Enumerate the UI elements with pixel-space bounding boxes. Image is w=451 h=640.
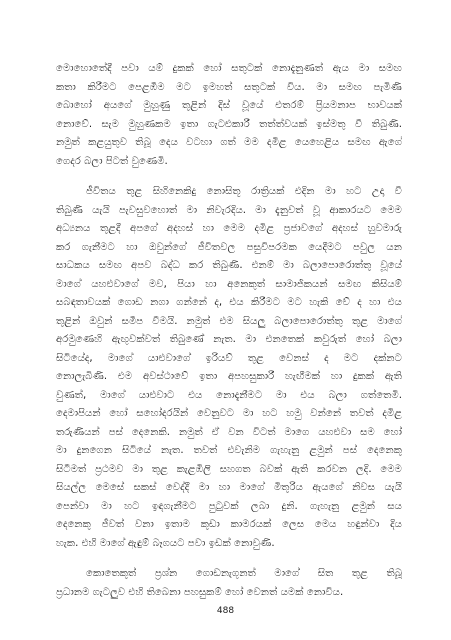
text-line: සාධකය සමඟ අපව බද්ධ කර තිබුණි. එනම් මා බලාපොරොත්තු වූයේ bbox=[56, 260, 402, 271]
text-line: කොතෙකුත් ප්‍රශ්න ගොඩනැගුනත් මාගේ සිත තුළ තිබූ bbox=[86, 568, 402, 579]
text-line: ජීවිතය තුළ සිහිනෙකිදු නොසිතූ රාත්‍රියක් එදින මා හට උදා වී bbox=[86, 186, 402, 197]
text-line: සබඳතාවයක් ගොඩ නගා ගන්නේ ද, එය කිරීමට මට හැකි වේ ද හා එය bbox=[56, 297, 402, 308]
text-line: දෙමාපියන් හෝ සහෝදරයින් වෙනුවට මා හට හමු වන්නේ තවත් දමිළ bbox=[56, 408, 402, 419]
text-line: අධ්‍යනය තුළදී අපගේ අදහස් හා මෙම දමිළ ප්‍රජාවගේ අදහස් හුවමාරු bbox=[56, 223, 402, 234]
text-line: සියල්ල මෙසේ සකස් වෙද්දී මා හා මාගේ මිතුරිය ඇයගේ නිවස යැයි bbox=[56, 482, 402, 493]
text-line: තිබුණි යැයි පැවසුවහොත් මා නිවැරදිය. මා දැනුවත් වූ ආකාරයට මෙම bbox=[56, 204, 402, 216]
text-line: තරුණියන් පස් දෙනෙකි. නමුත් ඒ වන විටත් මාගෙ යහළුවා සම හෝ bbox=[56, 426, 402, 438]
text-line: අරමුණෙහි ඇඟුවක්වත් තිබුණේ නැත. මා එනතෙක් කවුරුත් හෝ බලා bbox=[56, 334, 402, 345]
body-text bbox=[56, 60, 402, 614]
text-line: නමුත් කළයුතුව තිබූ දෙය වටහා ගත් මම දමිළ යෙහෙළිය සමඟ ඇගේ bbox=[56, 137, 402, 148]
text-line: දෙනෙකු ජීවත් වනා ඉතාම කුඩා කාමරයක් ලෙස මෙය හඳුන්වා දිය bbox=[56, 519, 402, 530]
text-line: සිටීමත් ප්‍රථමව මා තුළ කැළඹිලි සහගත බවක් ඇති කරවන ලදි. මෙම bbox=[56, 463, 402, 475]
paragraph-1 bbox=[56, 60, 402, 171]
text-line: ප්‍රධානම ගැටලුව එහි තිබෙනා පහසුකම් හෝ වෙනත් යමක් නොවිය. bbox=[56, 586, 344, 598]
page-number: 488 bbox=[216, 606, 235, 616]
text-line: හැක. එහි මාගේ ඇඳුම් බෑගයට පවා ඉඩක් නොවුණි. bbox=[56, 537, 275, 549]
text-line: ගෙදර බලා පිටත් වුණෙමි. bbox=[56, 155, 168, 167]
paragraph-3 bbox=[56, 565, 402, 602]
text-line: තුළින් ඔවුන් සමීප වීමයි. නමුත් එම සියලු බලාපොරොත්තු තුළ මාගේ bbox=[56, 315, 402, 327]
text-line: මා දුනගෙන සිටියේ නැත. තවත් එවැනිම ගැහැනු ළමුන් පස් දෙනෙකු bbox=[56, 445, 402, 456]
text-line: මොහොතේදී පවා යම් දුකක් හෝ සතුටක් නොදැනුණත් ඇය මා සමඟ bbox=[56, 63, 402, 74]
text-line: නොලැබිණි. එම අවස්ථාවේ ඉතා අපහසුකාරී හැඟීමක් හා දුකක් ඇති bbox=[56, 371, 402, 382]
text-line: නොවේ. සැම මුහුණකම ඉතා ගැටළුකාරී තත්ත්වයක් ඉස්මතු වී තිබුණි. bbox=[56, 118, 402, 130]
text-line: වුණත්, මාගේ යාළුවාට එය නොදැනීමට මා එය බලා ගත්තෙමි. bbox=[56, 389, 402, 401]
text-line: සිටියේද, මාගේ යාළුවාගේ ඉරියව් තුළ වෙනස් ද මට දක්නට bbox=[56, 352, 402, 364]
text-line: මාගේ යහළුවාගේ මව, පියා හා අනෙකුත් සාමාජිකයන් සමඟ කිසියම් bbox=[56, 278, 402, 290]
text-line: කතා කිරීමට පෙළඹීම මට ඉමහත් සතුටක් විය. මා සමඟ පැමිණි bbox=[56, 81, 402, 93]
text-line: බොහෝ අයගේ මුහුණු තුළින් දිස් වූයේ එතරම් ප්‍රියමනාප භාවයක් bbox=[56, 100, 402, 111]
text-line: පෙන්වා මා හට ඉඳගැනීමට පුටුවක් ලබා දුනි. ගැහැනු ළමුන් සය bbox=[56, 500, 402, 512]
paragraph-2 bbox=[56, 183, 402, 553]
text-line: කර ගැනීමට හා ඔවුන්ගේ ජීවිතවල පසුවිපරමක යෙදීමට පවුල යන bbox=[56, 241, 402, 253]
